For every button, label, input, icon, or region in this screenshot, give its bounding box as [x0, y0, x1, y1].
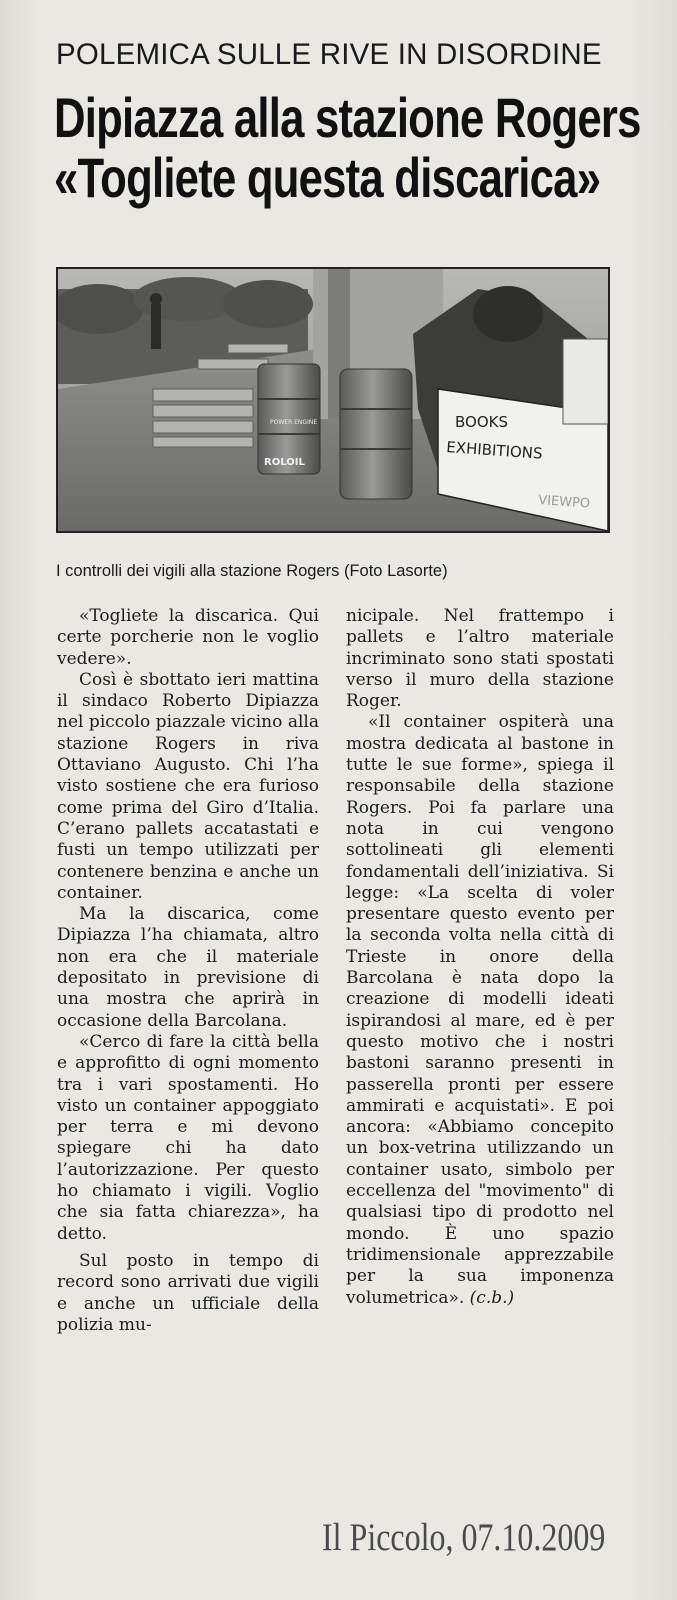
barrel-label-2: POWER ENGINE: [270, 419, 318, 426]
col1-paragraph-3: Ma la discarica, come Dipiazza l’ha chiamata, altro non era che il materiale depositato in previsione di una mostra che aprirà in occasione della Barcolana.: [57, 904, 319, 1031]
sign-line-1: BOOKS: [455, 413, 508, 431]
byline-signature: (c.b.): [469, 1287, 515, 1308]
col2-paragraph-1-text: «Il container ospiterà una mostra dedicata al bastone in tutte le sue forme», spiega il responsabile della stazione Rogers. Poi fa parlare una nota in cui vengono sottolineati gli elementi fondamentali dell’iniziativa. Si legge: «La scelta di voler presentare questo evento per la seconda volta nella città di Trieste in onore della Barcolana è nata dopo la creazione di modelli ideati ispirandosi al mare, ed è per questo motivo che i nostri bastoni saranno presenti in passerella pronti per essere ammirati e acquistati». E poi ancora: «Abbiamo concepito un box-vetrina utilizzando un container usato, simbolo per eccellenza del "movimento" di qualsiasi tipo di prodotto nel mondo. È uno spazio tridimensionale apprezzabile per la sua imponenza volumetrica».: [346, 712, 614, 1308]
photo-illustration: [58, 269, 608, 531]
article-column-2: [346, 606, 614, 1309]
col2-paragraph-1: [346, 712, 614, 1308]
sign-line-2: EXHIBITIONS: [445, 438, 544, 463]
source-citation: Il Piccolo, 07.10.2009: [322, 1516, 606, 1559]
photo-caption: I controlli dei vigili alla stazione Rogers (Foto Lasorte): [56, 562, 448, 580]
col2-paragraph-continued: nicipale. Nel frattempo i pallets e l’altro materiale incriminato sono stati spostati verso il muro della stazione Roger.: [346, 606, 614, 712]
show-through-left: [0, 480, 40, 780]
col1-paragraph-1: «Togliete la discarica. Qui certe porcherie non le voglio vedere».: [57, 606, 319, 669]
col1-paragraph-2: Così è sbottato ieri mattina il sindaco Roberto Dipiazza nel piccolo piazzale vicino alla stazione Rogers in riva Ottaviano Augusto. Chi l’ha visto sostiene che era furioso come prima del Giro d’Italia. C’erano pallets accatastati e fusti un tempo utilizzati per contenere benzina e anche un container.: [57, 669, 319, 903]
article-kicker: POLEMICA SULLE RIVE IN DISORDINE: [56, 38, 602, 71]
col1-paragraph-5: Sul posto in tempo di record sono arrivati due vigili e anche un ufficiale della polizia mu-: [57, 1250, 319, 1335]
barrel-label-1: ROLOIL: [264, 457, 305, 468]
article-headline: [54, 86, 641, 209]
headline-line-1: Dipiazza alla stazione Rogers: [54, 86, 641, 149]
article-column-1: [57, 606, 319, 1336]
sign-line-3: VIEWPO: [537, 493, 591, 512]
headline-line-2: «Toglietе questa discarica»: [54, 146, 601, 209]
article-photo: [56, 267, 610, 533]
col1-paragraph-4: «Cerco di fare la città bella e approfitto di ogni momento tra i vari spostamenti. Ho visto un container appoggiato per terra e mi devono spiegare chi ha dato l’autorizzazione. Per questo ho chiamato i vigili. Voglio che sia fatta chiarezza», ha detto.: [57, 1031, 319, 1244]
